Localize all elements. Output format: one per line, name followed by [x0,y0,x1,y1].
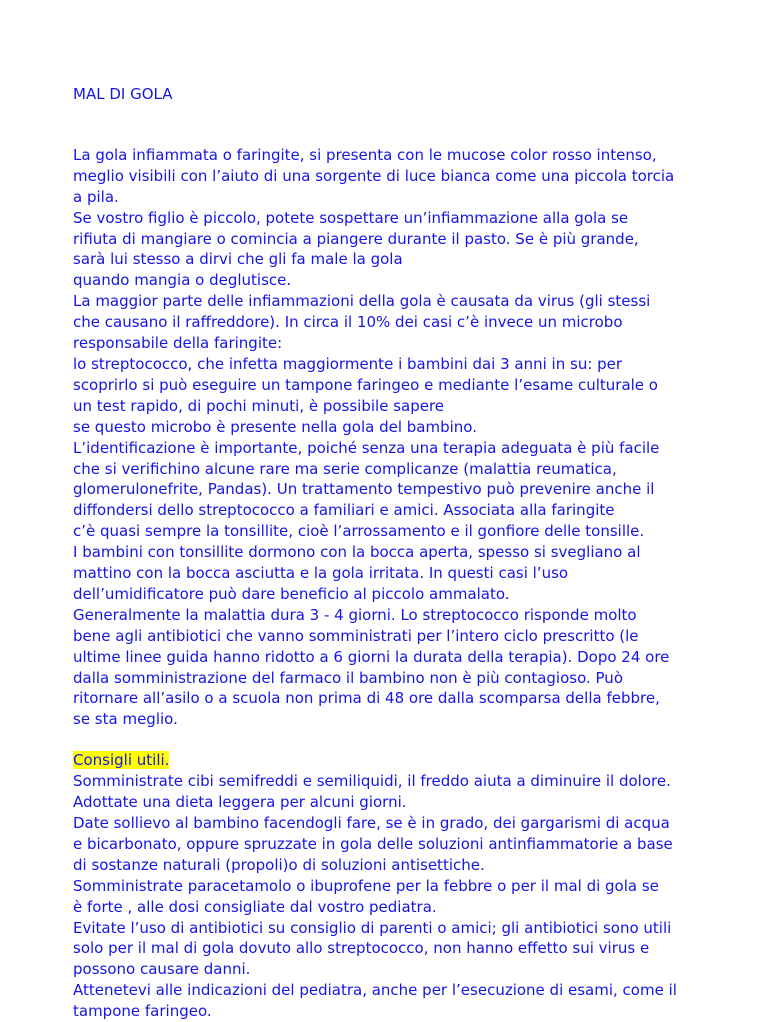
document-title: MAL DI GOLA [73,85,173,103]
main-paragraph: La gola infiammata o faringite, si presenta con le mucose color rosso intenso, meglio visibili con l’aiuto di una sorgente di luce bianca come una piccola torcia a pila. Se vostro figlio è piccolo, potete sospettare un’infiammazione alla gola se rifiuta di mangiare o comincia a piangere durante il pasto. Se è più grande, sarà lui stesso a dirvi che gli fa male la gola quando mangia o deglutisce. La maggior parte delle infiammazioni della gola è causata da virus (gli stessi che causano il raffreddore). In circa il 10% dei casi c’è invece un microbo responsabile della faringite: lo streptococco, che infetta maggiormente i bambini dai 3 anni in su: per scoprirlo si può eseguire un tampone faringeo e mediante l’esame culturale o un test rapido, di pochi minuti, è possibile sapere se questo microbo è presente nella gola del bambino. L’identificazione è importante, poiché senza una terapia adeguata è più facile che si verifichino alcune rare ma serie complicanze (malattia reumatica, glomerulonefrite, Pandas). Un trattamento tempestivo può prevenire anche il diffondersi dello streptococco a familiari e amici. Associata alla faringite c’è quasi sempre la tonsillite, cioè l’arrossamento e il gonfiore delle tonsille. I bambini con tonsillite dormono con la bocca aperta, spesso si svegliano al mattino con la bocca asciutta e la gola irritata. In questi casi l’uso dell’umidificatore può dare beneficio al piccolo ammalato. Generalmente la malattia dura 3 - 4 giorni. Lo streptococco risponde molto bene agli antibiotici che vanno somministrati per l’intero ciclo prescritto (le ultime linee guida hanno ridotto a 6 giorni la durata della terapia). Dopo 24 ore dalla somministrazione del farmaco il bambino non è più contagioso. Può ritornare all’asilo o a scuola non prima di 48 ore dalla scomparsa della febbre, se sta meglio. [73,145,675,729]
tips-paragraph: Somministrate cibi semifreddi e semiliquidi, il freddo aiuta a diminuire il dolore. Adottate una dieta leggera per alcuni giorni. Date sollievo al bambino facendogli fare, se è in grado, dei gargarismi di acqua e bicarbonato, oppure spruzzate in gola delle soluzioni antinfiammatorie a base di sostanze naturali (propoli)o di soluzioni antisettiche. Somministrate paracetamolo o ibuprofene per la febbre o per il mal di gola se è forte , alle dosi consigliate dal vostro pediatra. Evitate l’uso di antibiotici su consiglio di parenti o amici; gli antibiotici sono utili solo per il mal di gola dovuto allo streptococco, non hanno effetto sui virus e possono causare danni. Attenetevi alle indicazioni del pediatra, anche per l’esecuzione di esami, come il tampone faringeo. [73,772,677,1021]
section-spacer [73,730,708,750]
tips-heading: Consigli utili. [73,751,170,770]
tips-heading-line [73,750,708,771]
